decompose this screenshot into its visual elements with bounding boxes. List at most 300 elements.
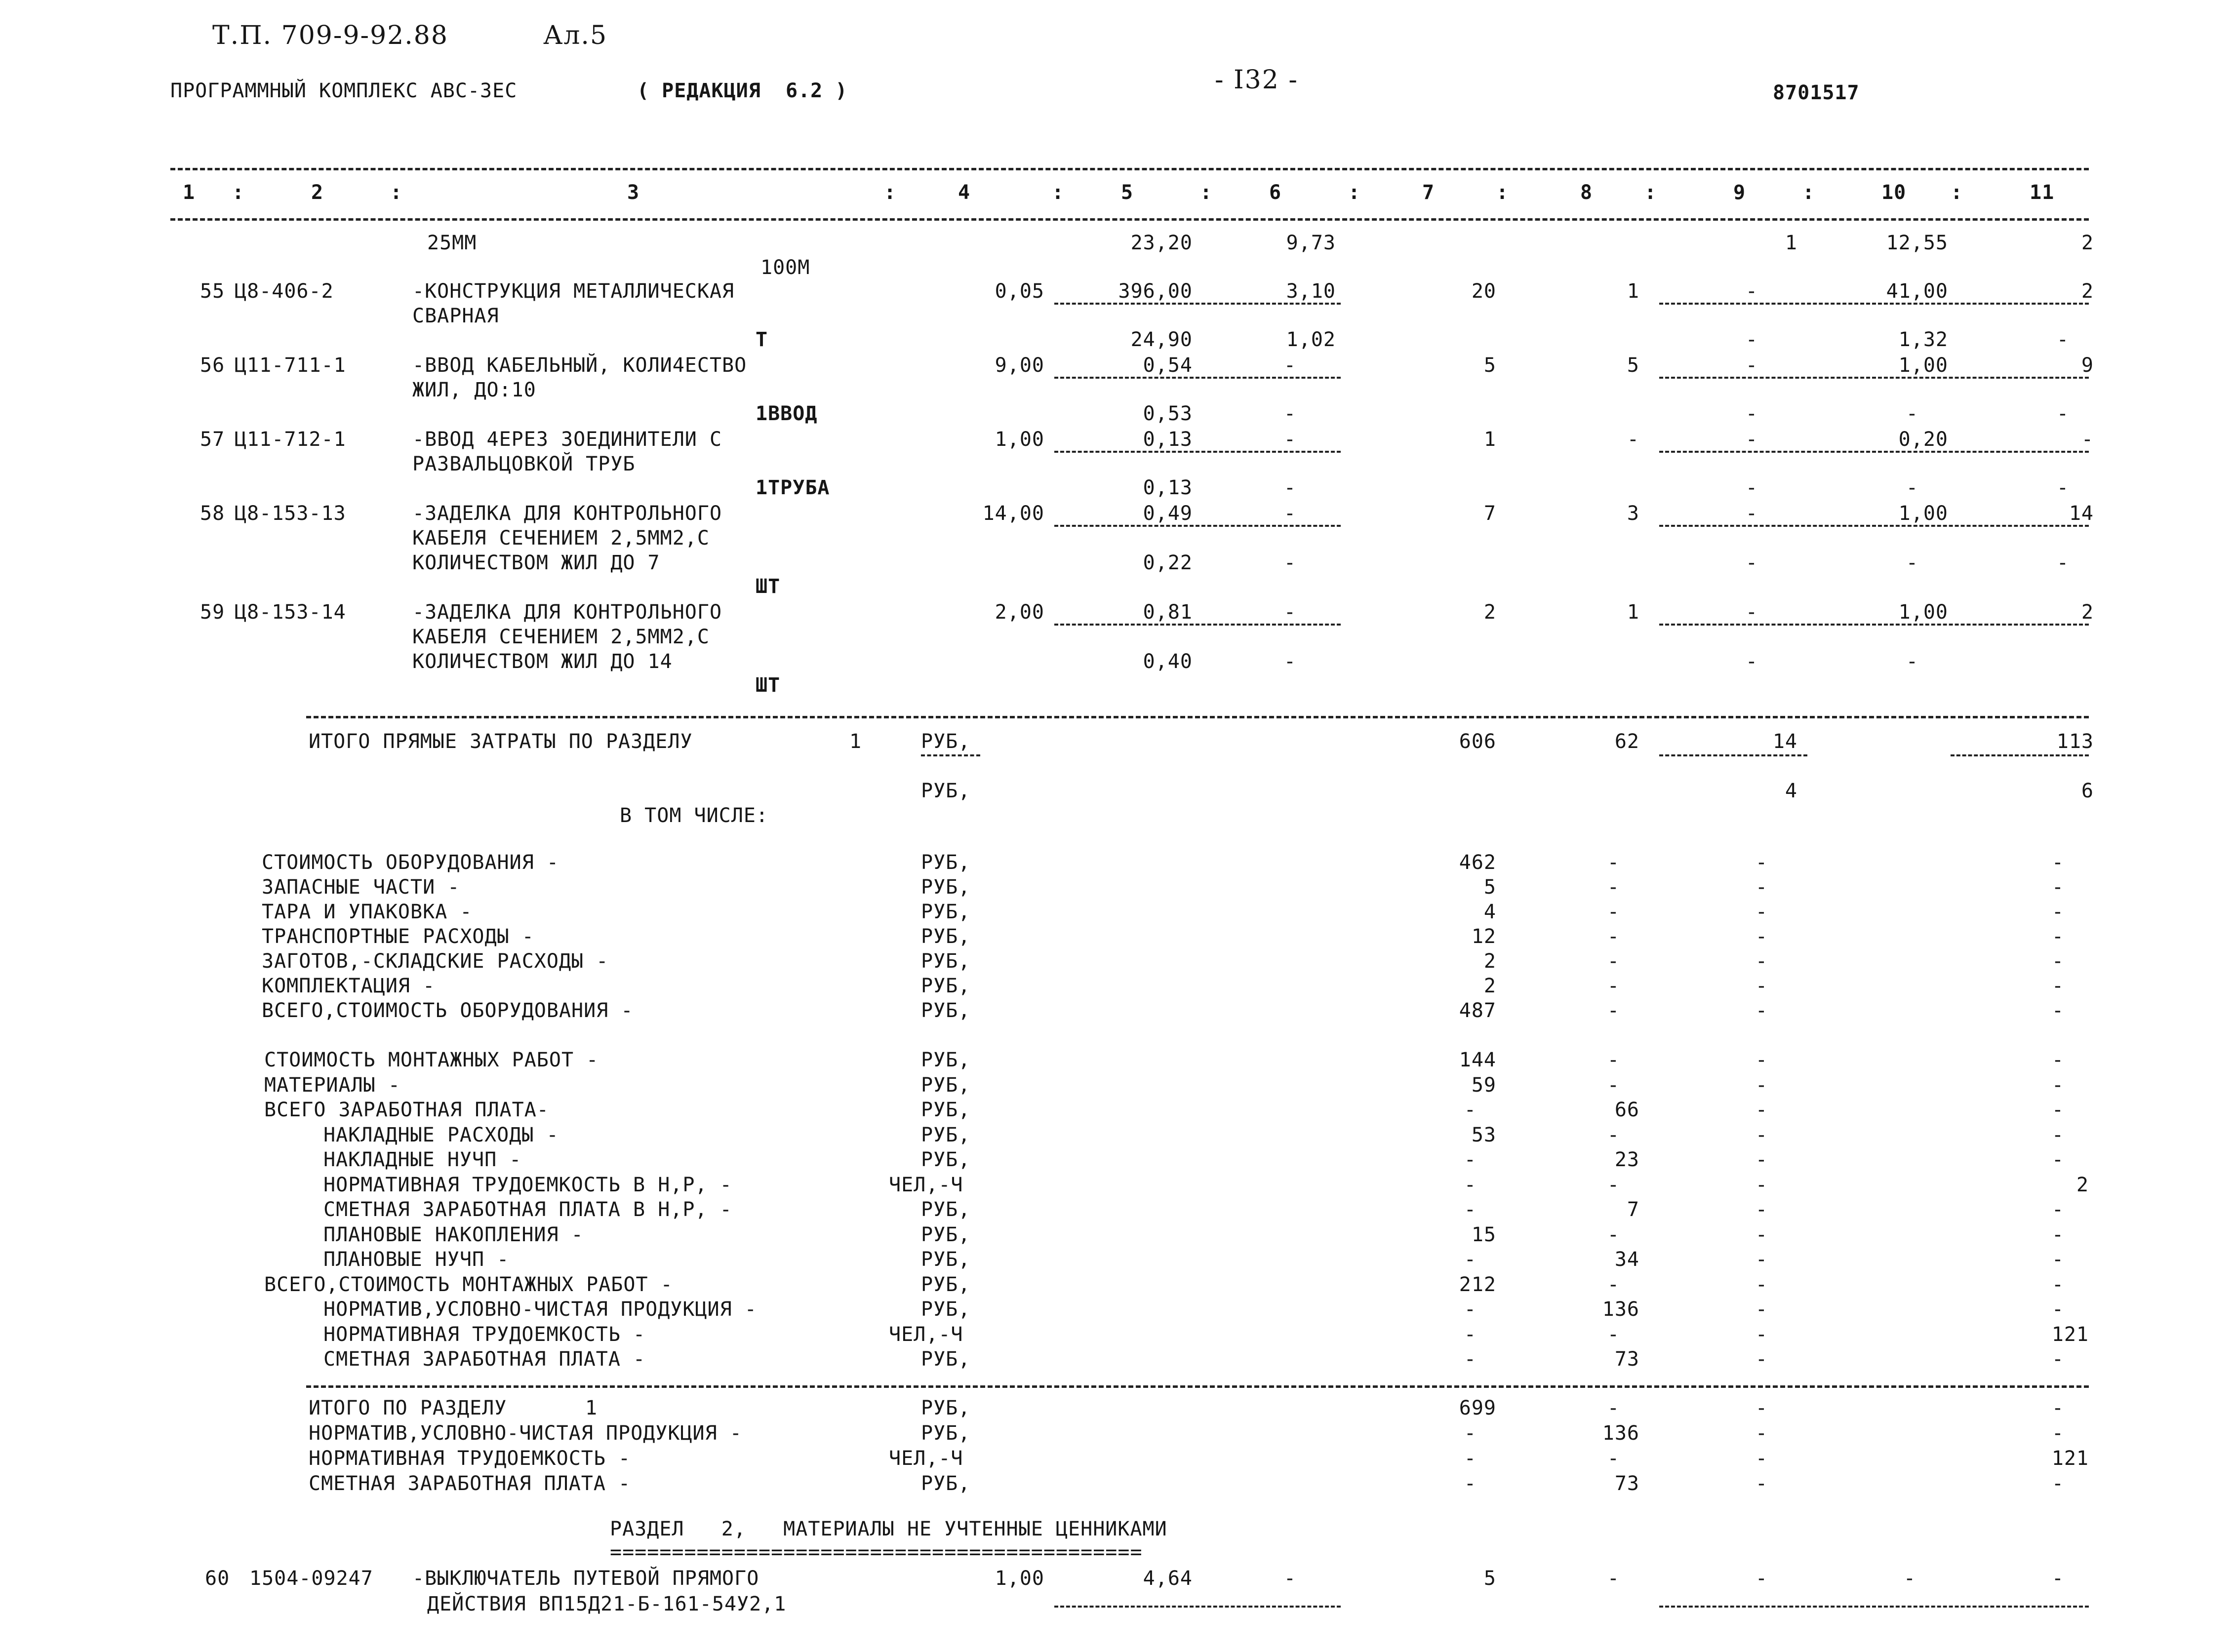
section-total-c7: - <box>1464 1447 1477 1470</box>
cost-label: НАКЛАДНЫЕ РАСХОДЫ - <box>323 1123 559 1146</box>
cost-c7: 15 <box>1471 1223 1496 1246</box>
page-number: - I32 - <box>1215 65 1298 95</box>
cost-c7: - <box>1464 1248 1477 1271</box>
section-total-c7: - <box>1464 1472 1477 1495</box>
section-total-unit: РУБ, <box>921 1397 971 1419</box>
cost-c8: - <box>1607 1073 1620 1097</box>
cell-c9: - <box>1745 280 1758 303</box>
cost-unit: РУБ, <box>921 999 971 1022</box>
cost-label: СМЕТНАЯ ЗАРАБОТНАЯ ПЛАТА В Н,Р, - <box>323 1198 732 1221</box>
column-separator: : <box>1496 181 1509 204</box>
cost-c7: - <box>1464 1198 1477 1221</box>
cost-c7: - <box>1464 1148 1477 1171</box>
totals-unit2: РУБ, <box>921 780 971 802</box>
cost-c8: - <box>1607 1323 1620 1346</box>
cost-c8: - <box>1607 876 1620 899</box>
section-total-rule <box>306 1385 2089 1388</box>
cost-c9: - <box>1755 901 1768 923</box>
cost-c8: - <box>1607 1223 1620 1246</box>
value-underline <box>1659 451 2089 453</box>
value-underline <box>1659 377 2089 379</box>
cell-qty: 2,00 <box>995 601 1044 624</box>
column-separator: : <box>1200 181 1213 204</box>
cell-c6-sub: 1,02 <box>1286 328 1336 351</box>
row-unit: ШТ <box>756 575 781 598</box>
cell-c11: 9 <box>2081 354 2094 377</box>
totals-c11b: 6 <box>2081 780 2094 802</box>
program-edition: ( РЕДАКЦИЯ 6.2 ) <box>637 79 848 102</box>
cell-c7: 5 <box>1483 354 1496 377</box>
totals-label: ИТОГО ПРЯМЫЕ ЗАТРАТЫ ПО РАЗДЕЛУ <box>309 730 693 753</box>
row-code: Ц8-406-2 <box>235 280 334 303</box>
table-header-rule <box>170 218 2089 221</box>
section-total-c11: - <box>2051 1422 2064 1445</box>
column-separator: : <box>1802 181 1815 204</box>
cost-c11: - <box>2051 1073 2064 1097</box>
totals-unit: РУБ, <box>921 730 971 753</box>
row-code: Ц11-711-1 <box>235 354 346 377</box>
cell-c8: 1 <box>1627 601 1639 624</box>
cost-unit: РУБ, <box>921 925 971 948</box>
cell-c10: 0,20 <box>1898 428 1948 451</box>
row-code: Ц8-153-13 <box>235 502 346 525</box>
cell-c5-sub: 0,13 <box>1143 476 1193 499</box>
cell-qty: 0,05 <box>995 280 1044 303</box>
cost-label: ПЛАНОВЫЕ НУЧП - <box>323 1248 510 1271</box>
cell-c9-sub: - <box>1745 650 1758 673</box>
cell-c5: 0,81 <box>1143 601 1193 624</box>
cell-c11: - <box>2081 428 2094 451</box>
cost-label: НОРМАТИВ,УСЛОВНО-ЧИСТАЯ ПРОДУКЦИЯ - <box>323 1298 757 1321</box>
column-header-6: 6 <box>1269 181 1282 204</box>
cell-c7: 2 <box>1483 601 1496 624</box>
cell-c6: - <box>1283 601 1296 624</box>
column-header-3: 3 <box>627 181 640 204</box>
section-total-c11: 121 <box>2051 1447 2089 1470</box>
cell-c6: - <box>1283 428 1296 451</box>
column-separator: : <box>1052 181 1065 204</box>
cell-c10-sub: - <box>1906 551 1918 574</box>
cost-unit: РУБ, <box>921 1148 971 1171</box>
value-underline <box>1659 1606 2089 1608</box>
row-number: 57 <box>200 428 225 451</box>
cost-c8: - <box>1607 1273 1620 1296</box>
cell-c10: 1,00 <box>1898 601 1948 624</box>
cell-c6: - <box>1283 1567 1296 1590</box>
value-underline <box>1659 624 2089 626</box>
cost-c11: - <box>2051 1273 2064 1296</box>
row-description: -КОНСТРУКЦИЯ МЕТАЛЛИЧЕСКАЯ <box>412 280 735 303</box>
cost-c9: - <box>1755 1248 1768 1271</box>
cost-c11: 2 <box>2076 1173 2089 1196</box>
cost-c7: - <box>1464 1323 1477 1346</box>
price-underline <box>1054 1606 1341 1608</box>
row-number: 58 <box>200 502 225 525</box>
cell-c5-sub: 0,22 <box>1143 551 1193 574</box>
cost-c7: - <box>1464 1298 1477 1321</box>
cost-c9: - <box>1755 1099 1768 1121</box>
cost-c11: - <box>2051 975 2064 997</box>
cost-label: НАКЛАДНЫЕ НУЧП - <box>323 1148 522 1171</box>
doc-code: Т.П. 709-9-92.88 <box>212 21 448 50</box>
cost-unit: РУБ, <box>921 901 971 923</box>
row-code: 1504-09247 <box>249 1567 373 1590</box>
cell-c11: 2 <box>2081 280 2094 303</box>
column-separator: : <box>390 181 403 204</box>
cost-c8: - <box>1607 925 1620 948</box>
cost-unit: ЧЕЛ,-Ч <box>889 1323 963 1346</box>
row-description: СВАРНАЯ <box>412 305 499 327</box>
cost-unit: РУБ, <box>921 1248 971 1271</box>
program-title: ПРОГРАММНЫЙ КОМПЛЕКС АВС-3ЕС <box>170 79 518 102</box>
cost-label: НОРМАТИВНАЯ ТРУДОЕМКОСТЬ В Н,Р, - <box>323 1173 732 1196</box>
cost-c8: - <box>1607 901 1620 923</box>
cost-c7: 2 <box>1483 950 1496 973</box>
cost-unit: РУБ, <box>921 1273 971 1296</box>
cost-c9: - <box>1755 950 1768 973</box>
cost-label: КОМПЛЕКТАЦИЯ - <box>262 975 436 997</box>
cost-c8: 73 <box>1614 1348 1639 1371</box>
cost-unit: ЧЕЛ,-Ч <box>889 1173 963 1196</box>
cell-c9-sub: - <box>1745 402 1758 425</box>
cost-c7: 4 <box>1483 901 1496 923</box>
cell-c6-sub: - <box>1283 551 1296 574</box>
cell-c8: - <box>1627 428 1639 451</box>
column-separator: : <box>1951 181 1963 204</box>
section-total-label: СМЕТНАЯ ЗАРАБОТНАЯ ПЛАТА - <box>309 1472 631 1495</box>
section-total-unit: РУБ, <box>921 1472 971 1495</box>
cost-c9: - <box>1755 1323 1768 1346</box>
cell-c8: 5 <box>1627 354 1639 377</box>
section-total-c11: - <box>2051 1472 2064 1495</box>
cost-c11: - <box>2051 1223 2064 1246</box>
cost-c9: - <box>1755 975 1768 997</box>
cell-c6: 9,73 <box>1286 232 1336 254</box>
cost-c7: 212 <box>1459 1273 1496 1296</box>
totals-c7: 606 <box>1459 730 1496 753</box>
cost-c8: - <box>1607 1173 1620 1196</box>
row-code: Ц8-153-14 <box>235 601 346 624</box>
cell-c9: - <box>1745 428 1758 451</box>
row-description: -ЗАДЕЛКА ДЛЯ КОНТРОЛЬНОГО <box>412 502 722 525</box>
cost-c9: - <box>1755 1073 1768 1097</box>
section-total-unit: РУБ, <box>921 1422 971 1445</box>
cost-c11: - <box>2051 1049 2064 1071</box>
cost-c9: - <box>1755 1173 1768 1196</box>
cost-c11: - <box>2051 950 2064 973</box>
cost-unit: РУБ, <box>921 876 971 899</box>
cell-c6: - <box>1283 354 1296 377</box>
cell-c11: 14 <box>2069 502 2094 525</box>
cell-c9: 1 <box>1785 232 1797 254</box>
cell-c5-sub: 0,53 <box>1143 402 1193 425</box>
cost-c9: - <box>1755 1348 1768 1371</box>
cost-c11: - <box>2051 1148 2064 1171</box>
cost-c9: - <box>1755 1273 1768 1296</box>
section-total-c9: - <box>1755 1447 1768 1470</box>
section-total-c7: - <box>1464 1422 1477 1445</box>
cost-unit: РУБ, <box>921 1073 971 1097</box>
row-description: -ЗАДЕЛКА ДЛЯ КОНТРОЛЬНОГО <box>412 601 722 624</box>
column-header-4: 4 <box>958 181 971 204</box>
cost-label: ЗАПАСНЫЕ ЧАСТИ - <box>262 876 460 899</box>
cost-c11: - <box>2051 876 2064 899</box>
cost-c8: - <box>1607 1049 1620 1071</box>
cell-c7: 20 <box>1471 280 1496 303</box>
cost-c9: - <box>1755 1298 1768 1321</box>
cell-c9: - <box>1745 354 1758 377</box>
cell-c11: 2 <box>2081 601 2094 624</box>
cell-c10: 41,00 <box>1886 280 1948 303</box>
value-underline <box>1659 525 2089 527</box>
row-unit: 1ВВОД <box>756 402 818 425</box>
section-total-c9: - <box>1755 1422 1768 1445</box>
cost-c9: - <box>1755 1148 1768 1171</box>
section-total-c9: - <box>1755 1397 1768 1419</box>
totals-c8: 62 <box>1614 730 1639 753</box>
column-separator: : <box>1348 181 1361 204</box>
section-total-c8: - <box>1607 1397 1620 1419</box>
cost-c8: 7 <box>1627 1198 1639 1221</box>
cost-c11: - <box>2051 1298 2064 1321</box>
row-unit: Т <box>756 328 768 351</box>
cell-c5: 0,54 <box>1143 354 1193 377</box>
row-code: Ц11-712-1 <box>235 428 346 451</box>
price-underline <box>1054 525 1341 527</box>
cost-unit: РУБ, <box>921 851 971 874</box>
cost-label: СТОИМОСТЬ ОБОРУДОВАНИЯ - <box>262 851 559 874</box>
row-description: ДЕЙСТВИЯ ВП15Д21-Б-161-54У2,1 <box>427 1593 787 1615</box>
cost-c11: 121 <box>2051 1323 2089 1346</box>
column-header-10: 10 <box>1881 181 1907 204</box>
cost-c9: - <box>1755 1123 1768 1146</box>
cell-qty: 9,00 <box>995 354 1044 377</box>
row-number: 56 <box>200 354 225 377</box>
price-underline <box>1054 303 1341 305</box>
cost-label: ВСЕГО,СТОИМОСТЬ МОНТАЖНЫХ РАБОТ - <box>264 1273 673 1296</box>
section-total-c8: 73 <box>1614 1472 1639 1495</box>
row-description: -ВВОД 4ЕРЕЗ 3ОЕДИНИТЕЛИ С <box>412 428 722 451</box>
value-underline <box>1659 754 1807 756</box>
value-underline <box>1951 754 2089 756</box>
cell-c11-sub: - <box>2056 402 2069 425</box>
cell-qty: 1,00 <box>995 428 1044 451</box>
cost-unit: РУБ, <box>921 950 971 973</box>
section-total-c8: - <box>1607 1447 1620 1470</box>
including-label: В ТОМ ЧИСЛЕ: <box>620 804 768 827</box>
cell-c9-sub: - <box>1745 328 1758 351</box>
cost-label: ВСЕГО ЗАРАБОТНАЯ ПЛАТА- <box>264 1099 549 1121</box>
row-unit: 1ТРУБА <box>756 476 830 499</box>
cell-c10: 12,55 <box>1886 232 1948 254</box>
cost-label: ТАРА И УПАКОВКА - <box>262 901 473 923</box>
cost-unit: РУБ, <box>921 1348 971 1371</box>
cost-c11: - <box>2051 1348 2064 1371</box>
cost-c7: - <box>1464 1099 1477 1121</box>
cost-c9: - <box>1755 999 1768 1022</box>
cost-unit: РУБ, <box>921 975 971 997</box>
cell-c7: 1 <box>1483 428 1496 451</box>
section-total-label: НОРМАТИВ,УСЛОВНО-ЧИСТАЯ ПРОДУКЦИЯ - <box>309 1422 742 1445</box>
cost-unit: РУБ, <box>921 1223 971 1246</box>
row-description: РАЗВАЛЬЦОВКОЙ ТРУБ <box>412 453 636 475</box>
cell-c8: 1 <box>1627 280 1639 303</box>
cost-label: ВСЕГО,СТОИМОСТЬ ОБОРУДОВАНИЯ - <box>262 999 634 1022</box>
column-header-7: 7 <box>1422 181 1435 204</box>
cost-unit: РУБ, <box>921 1298 971 1321</box>
totals-c9: 14 <box>1772 730 1797 753</box>
cell-c11-sub: - <box>2056 476 2069 499</box>
cost-c8: - <box>1607 950 1620 973</box>
cell-c6: - <box>1283 502 1296 525</box>
cell-c5: 0,13 <box>1143 428 1193 451</box>
cost-c8: 23 <box>1614 1148 1639 1171</box>
cost-c7: 462 <box>1459 851 1496 874</box>
cost-unit: РУБ, <box>921 1123 971 1146</box>
totals-c11: 113 <box>2056 730 2094 753</box>
cost-c9: - <box>1755 1049 1768 1071</box>
cell-c10: 1,00 <box>1898 502 1948 525</box>
row-unit: ШТ <box>756 674 781 697</box>
cell-c7: 5 <box>1483 1567 1496 1590</box>
value-underline <box>1659 303 2089 305</box>
cost-c9: - <box>1755 851 1768 874</box>
table-top-rule <box>170 168 2089 170</box>
section-total-label: ИТОГО ПО РАЗДЕЛУ <box>309 1397 507 1419</box>
price-underline <box>1054 451 1341 453</box>
section-total-label: НОРМАТИВНАЯ ТРУДОЕМКОСТЬ - <box>309 1447 631 1470</box>
cost-c7: - <box>1464 1173 1477 1196</box>
section-total-number: 1 <box>585 1397 598 1419</box>
row-description: КОЛИЧЕСТВОМ ЖИЛ ДО 14 <box>412 650 673 673</box>
price-underline <box>1054 377 1341 379</box>
cost-c9: - <box>1755 876 1768 899</box>
cost-unit: РУБ, <box>921 1049 971 1071</box>
row-description: КАБЕЛЯ СЕЧЕНИЕМ 2,5ММ2,С <box>412 527 710 550</box>
cell-c9: - <box>1745 502 1758 525</box>
column-header-5: 5 <box>1121 181 1134 204</box>
cost-c8: - <box>1607 999 1620 1022</box>
cell-c10-sub: - <box>1906 402 1918 425</box>
cost-c7: 12 <box>1471 925 1496 948</box>
cell-c9: - <box>1745 601 1758 624</box>
column-header-2: 2 <box>311 181 324 204</box>
cell-c8: 3 <box>1627 502 1639 525</box>
section-total-c7: 699 <box>1459 1397 1496 1419</box>
cost-c11: - <box>2051 1198 2064 1221</box>
cost-c7: 487 <box>1459 999 1496 1022</box>
cost-label: СТОИМОСТЬ МОНТАЖНЫХ РАБОТ - <box>264 1049 599 1071</box>
album-number: Ал.5 <box>543 21 608 50</box>
cost-c11: - <box>2051 1248 2064 1271</box>
cost-c7: 2 <box>1483 975 1496 997</box>
row-description: -ВВОД КАБЕЛЬНЫЙ, КОЛИ4ЕСТВО <box>412 354 747 377</box>
section2-title: РАЗДЕЛ 2, МАТЕРИАЛЫ НЕ УЧТЕННЫЕ ЦЕННИКАМИ <box>610 1518 1167 1540</box>
cost-c9: - <box>1755 925 1768 948</box>
cell-c10: - <box>1903 1567 1916 1590</box>
cell-c6: 3,10 <box>1286 280 1336 303</box>
cost-c11: - <box>2051 1123 2064 1146</box>
row-description: ЖИЛ, ДО:10 <box>412 379 536 401</box>
cell-c11-sub: - <box>2056 328 2069 351</box>
cost-c11: - <box>2051 1099 2064 1121</box>
cost-c7: 5 <box>1483 876 1496 899</box>
column-header-9: 9 <box>1733 181 1746 204</box>
cell-c5: 4,64 <box>1143 1567 1193 1590</box>
price-underline <box>1054 624 1341 626</box>
column-header-8: 8 <box>1580 181 1593 204</box>
cost-c7: 59 <box>1471 1073 1496 1097</box>
section-total-c9: - <box>1755 1472 1768 1495</box>
section-total-c11: - <box>2051 1397 2064 1419</box>
column-header-1: 1 <box>183 181 196 204</box>
cell-c8: - <box>1607 1567 1620 1590</box>
cost-label: СМЕТНАЯ ЗАРАБОТНАЯ ПЛАТА - <box>323 1348 646 1371</box>
cell-c9-sub: - <box>1745 551 1758 574</box>
cost-label: ПЛАНОВЫЕ НАКОПЛЕНИЯ - <box>323 1223 584 1246</box>
cell-c6-sub: - <box>1283 650 1296 673</box>
row-description: -ВЫКЛЮЧАТЕЛЬ ПУТЕВОЙ ПРЯМОГО <box>412 1567 759 1590</box>
cost-c8: - <box>1607 851 1620 874</box>
column-separator: : <box>232 181 245 204</box>
cost-label: МАТЕРИАЛЫ - <box>264 1073 400 1097</box>
cell-c5-sub: 24,90 <box>1130 328 1193 351</box>
cell-c5: 23,20 <box>1130 232 1193 254</box>
cell-c10-sub: - <box>1906 650 1918 673</box>
cost-c9: - <box>1755 1198 1768 1221</box>
cell-c7: 7 <box>1483 502 1496 525</box>
cost-label: ЗАГОТОВ,-СКЛАДСКИЕ РАСХОДЫ - <box>262 950 609 973</box>
unit-label: 25ММ <box>427 232 477 254</box>
cost-c8: - <box>1607 975 1620 997</box>
cell-c11: - <box>2051 1567 2064 1590</box>
unit-label: 100М <box>760 256 810 279</box>
row-description: КОЛИЧЕСТВОМ ЖИЛ ДО 7 <box>412 551 660 574</box>
row-number: 60 <box>205 1567 230 1590</box>
totals-c9b: 4 <box>1785 780 1797 802</box>
cost-c11: - <box>2051 999 2064 1022</box>
cost-c11: - <box>2051 901 2064 923</box>
cost-c8: - <box>1607 1123 1620 1146</box>
cell-qty: 1,00 <box>995 1567 1044 1590</box>
cost-c11: - <box>2051 851 2064 874</box>
cell-c10-sub: 1,32 <box>1898 328 1948 351</box>
cell-c9-sub: - <box>1745 476 1758 499</box>
cost-c9: - <box>1755 1223 1768 1246</box>
cell-c11: 2 <box>2081 232 2094 254</box>
cell-c10: 1,00 <box>1898 354 1948 377</box>
cost-c7: - <box>1464 1348 1477 1371</box>
unit-underline <box>921 754 980 756</box>
cost-c8: 34 <box>1614 1248 1639 1271</box>
cost-c11: - <box>2051 925 2064 948</box>
cell-c9: - <box>1755 1567 1768 1590</box>
cost-label: НОРМАТИВНАЯ ТРУДОЕМКОСТЬ - <box>323 1323 646 1346</box>
section-total-unit: ЧЕЛ,-Ч <box>889 1447 963 1470</box>
cost-c7: 144 <box>1459 1049 1496 1071</box>
column-separator: : <box>1644 181 1657 204</box>
row-number: 55 <box>200 280 225 303</box>
doc-number: 8701517 <box>1773 81 1860 104</box>
cell-c5-sub: 0,40 <box>1143 650 1193 673</box>
cell-c10-sub: - <box>1906 476 1918 499</box>
totals-rule <box>306 716 2089 718</box>
section2-underline: =========================================== <box>610 1541 1143 1564</box>
cost-label: ТРАНСПОРТНЫЕ РАСХОДЫ - <box>262 925 534 948</box>
cell-qty: 14,00 <box>982 502 1044 525</box>
column-separator: : <box>884 181 897 204</box>
cell-c5: 396,00 <box>1118 280 1193 303</box>
